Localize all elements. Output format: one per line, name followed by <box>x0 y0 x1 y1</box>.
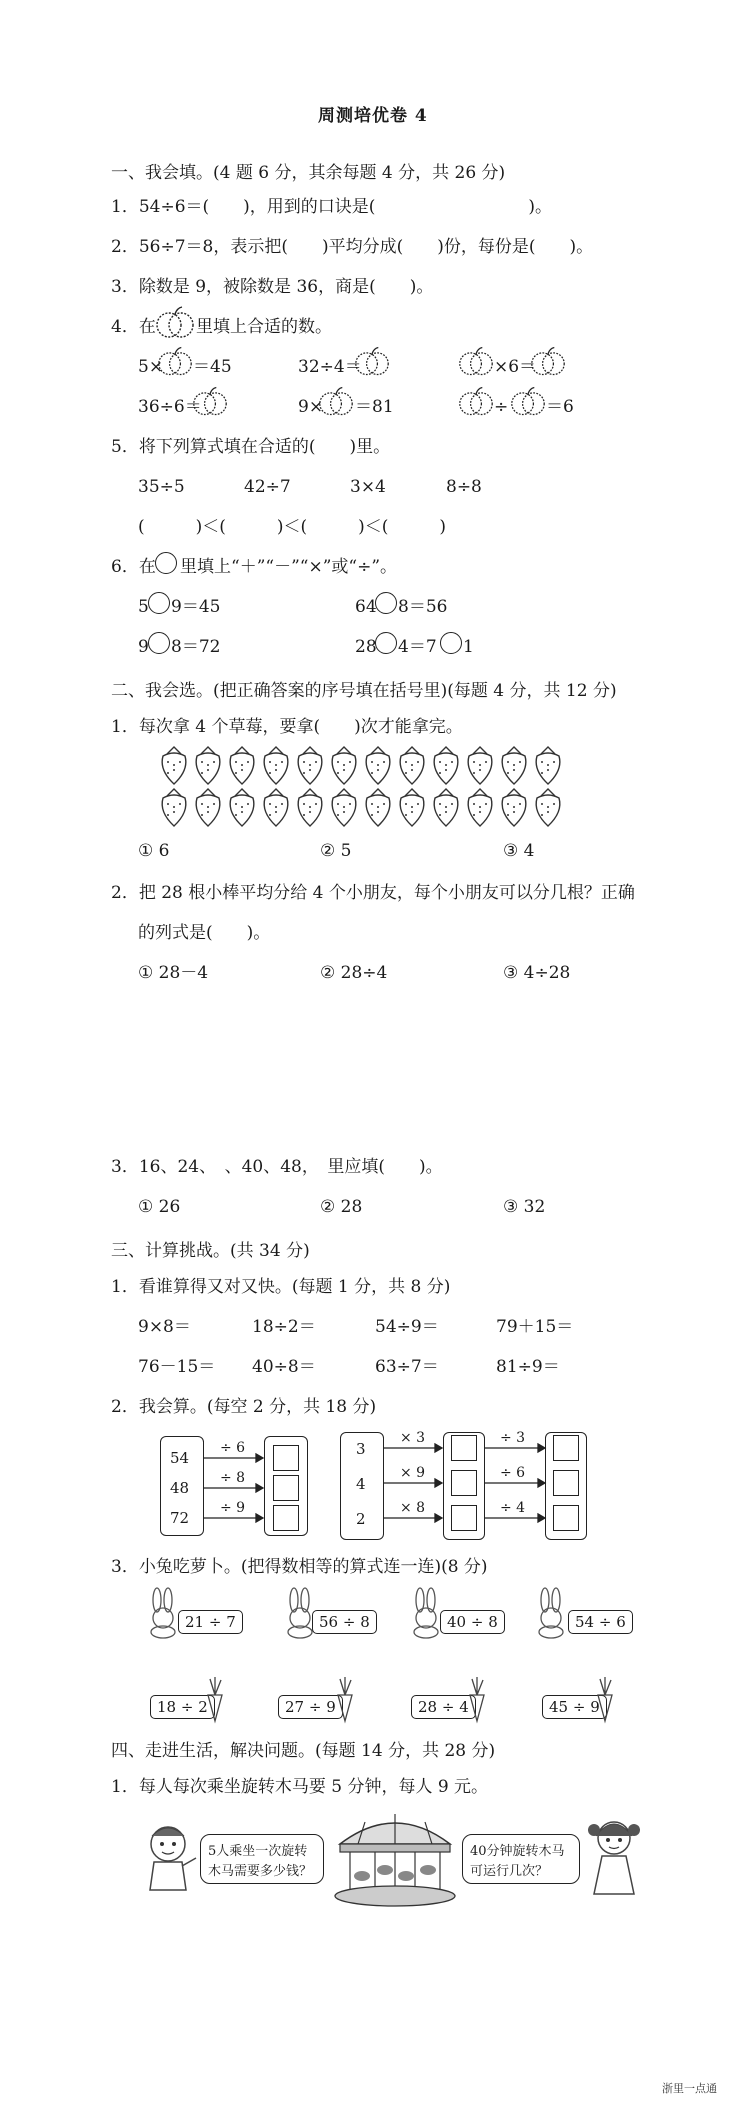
s4-q1: 1．每人每次乘坐旋转木马要 5 分钟，每人 9 元。 <box>111 1777 489 1797</box>
q6-item: 8＝72 <box>171 637 221 657</box>
s2-q2-option[interactable]: ② 28÷4 <box>320 963 388 983</box>
calc-item: 40÷8＝ <box>252 1357 316 1377</box>
rabbit-expression[interactable]: 21 ÷ 7 <box>178 1610 243 1634</box>
s2-q2-option[interactable]: ① 28－4 <box>138 963 209 983</box>
girl-illustration <box>584 1816 644 1904</box>
left-op: ÷ 6 <box>220 1440 246 1456</box>
bubble-left-line: 木马需要多少钱？ <box>208 1864 313 1879</box>
mid-op: × 3 <box>400 1430 426 1446</box>
q6-item: 64 <box>355 597 377 617</box>
q6-item: 4＝7 <box>398 637 437 657</box>
bubble-right-line: 40分钟旋转木马 <box>470 1844 565 1859</box>
s3-q2: 2．我会算。(每空 2 分，共 18 分) <box>111 1397 377 1417</box>
page-title: 周测培优卷 4 <box>318 106 428 126</box>
q4-item: 9× <box>298 397 324 417</box>
q4-item: ＝45 <box>193 357 232 377</box>
s2-q3-option[interactable]: ③ 32 <box>503 1197 546 1217</box>
q6-item: 1 <box>463 637 474 657</box>
carrot-icon <box>590 1675 620 1723</box>
rabbit-expression[interactable]: 40 ÷ 8 <box>440 1610 505 1634</box>
s2-q3: 3．16、24、 、40、48， 里应填( )。 <box>111 1157 443 1177</box>
s1-q4-post: 里填上合适的数。 <box>196 317 332 337</box>
q5-order: ( )＜( )＜( )＜( ) <box>138 517 447 537</box>
carrot-expression[interactable]: 18 ÷ 2 <box>150 1695 215 1719</box>
s2-q3-option[interactable]: ② 28 <box>320 1197 363 1217</box>
calc-item: 81÷9＝ <box>496 1357 560 1377</box>
right-op: ÷ 4 <box>500 1500 526 1516</box>
s1-q6-pre: 6．在 <box>111 557 156 577</box>
rabbit-icon <box>145 1588 181 1638</box>
answer-box[interactable] <box>273 1445 299 1471</box>
bubble-right-line: 可运行几次？ <box>470 1864 549 1879</box>
answer-box[interactable] <box>451 1505 477 1531</box>
rabbit-expression[interactable]: 54 ÷ 6 <box>568 1610 633 1634</box>
left-op: ÷ 9 <box>220 1500 246 1516</box>
mid-number: 4 <box>356 1475 366 1493</box>
s1-q4-pre: 4．在 <box>111 317 156 337</box>
section4-heading: 四、走进生活，解决问题。(每题 14 分，共 28 分) <box>111 1741 496 1761</box>
right-op: ÷ 3 <box>500 1430 526 1446</box>
q6-item: 28 <box>355 637 377 657</box>
carrot-icon <box>200 1675 230 1723</box>
q4-item: 36÷6＝ <box>138 397 202 417</box>
s1-q5: 5．将下列算式填在合适的( )里。 <box>111 437 391 457</box>
footer-text: 浙里一点通 <box>662 2082 717 2095</box>
calc-item: 76－15＝ <box>138 1357 216 1377</box>
left-op: ÷ 8 <box>220 1470 246 1486</box>
carrot-icon <box>462 1675 492 1723</box>
answer-box[interactable] <box>451 1435 477 1461</box>
carrot-icon <box>330 1675 360 1723</box>
mid-op: × 8 <box>400 1500 426 1516</box>
answer-box[interactable] <box>553 1505 579 1531</box>
s1-q3: 3．除数是 9，被除数是 36，商是( )。 <box>111 277 434 297</box>
q4-item: 32÷4＝ <box>298 357 362 377</box>
q6-item: 8＝56 <box>398 597 448 617</box>
right-op: ÷ 6 <box>500 1465 526 1481</box>
s1-q1: 1．54÷6＝( )，用到的口诀是( )。 <box>111 197 553 217</box>
calc-item: 18÷2＝ <box>252 1317 316 1337</box>
s2-q1-option[interactable]: ③ 4 <box>503 841 535 861</box>
s3-q1: 1．看谁算得又对又快。(每题 1 分，共 8 分) <box>111 1277 451 1297</box>
section2-heading: 二、我会选。(把正确答案的序号填在括号里)(每题 4 分，共 12 分) <box>111 681 617 701</box>
q6-item: 9 <box>138 637 149 657</box>
section1-heading: 一、我会填。(4 题 6 分，其余每题 4 分，共 26 分) <box>111 163 506 183</box>
rabbit-icon <box>533 1588 569 1638</box>
q5-expr: 3×4 <box>350 477 386 497</box>
q4-item: ＝81 <box>355 397 394 417</box>
calc-item: 63÷7＝ <box>375 1357 439 1377</box>
calc-item: 79＋15＝ <box>496 1317 574 1337</box>
s2-q2-line2: 的列式是( )。 <box>138 923 271 943</box>
s3-q3: 3．小兔吃萝卜。(把得数相等的算式连一连)(8 分) <box>111 1557 488 1577</box>
carrot-expression[interactable]: 27 ÷ 9 <box>278 1695 343 1719</box>
left-number: 54 <box>170 1449 190 1467</box>
mid-op: × 9 <box>400 1465 426 1481</box>
section3-heading: 三、计算挑战。(共 34 分) <box>111 1241 310 1261</box>
s2-q3-option[interactable]: ① 26 <box>138 1197 181 1217</box>
s2-q1-option[interactable]: ② 5 <box>320 841 352 861</box>
s2-q2-line1: 2．把 28 根小棒平均分给 4 个小朋友，每个小朋友可以分几根？正确 <box>111 883 635 903</box>
left-number: 72 <box>170 1509 190 1527</box>
q4-item: 5× <box>138 357 164 377</box>
s1-q6-post: 里填上“＋”“－”“×”或“÷”。 <box>180 557 398 577</box>
s2-q1-option[interactable]: ① 6 <box>138 841 170 861</box>
answer-box[interactable] <box>273 1505 299 1531</box>
q6-item: 5 <box>138 597 149 617</box>
rabbit-icon <box>408 1588 444 1638</box>
s2-q2-option[interactable]: ③ 4÷28 <box>503 963 571 983</box>
boy-illustration <box>140 1822 200 1902</box>
bubble-left-line: 5人乘坐一次旋转 <box>208 1844 308 1859</box>
answer-box[interactable] <box>553 1470 579 1496</box>
q4-item: ÷ <box>494 397 509 417</box>
q6-item: 9＝45 <box>171 597 221 617</box>
q4-item: ×6＝ <box>494 357 537 377</box>
mid-number: 3 <box>356 1440 366 1458</box>
answer-box[interactable] <box>273 1475 299 1501</box>
q5-expr: 35÷5 <box>138 477 185 497</box>
s2-q1: 1．每次拿 4 个草莓，要拿( )次才能拿完。 <box>111 717 463 737</box>
left-number: 48 <box>170 1479 190 1497</box>
carrot-expression[interactable]: 28 ÷ 4 <box>411 1695 476 1719</box>
calc-item: 9×8＝ <box>138 1317 191 1337</box>
s1-q2: 2．56÷7＝8，表示把( )平均分成( )份，每份是( )。 <box>111 237 594 257</box>
carousel-illustration <box>330 1808 460 1912</box>
carrot-expression[interactable]: 45 ÷ 9 <box>542 1695 607 1719</box>
answer-box[interactable] <box>451 1470 477 1496</box>
mid-number: 2 <box>356 1510 366 1528</box>
q5-expr: 42÷7 <box>244 477 291 497</box>
q5-expr: 8÷8 <box>446 477 482 497</box>
answer-box[interactable] <box>553 1435 579 1461</box>
q4-item: ＝6 <box>546 397 574 417</box>
calc-item: 54÷9＝ <box>375 1317 439 1337</box>
rabbit-expression[interactable]: 56 ÷ 8 <box>312 1610 377 1634</box>
